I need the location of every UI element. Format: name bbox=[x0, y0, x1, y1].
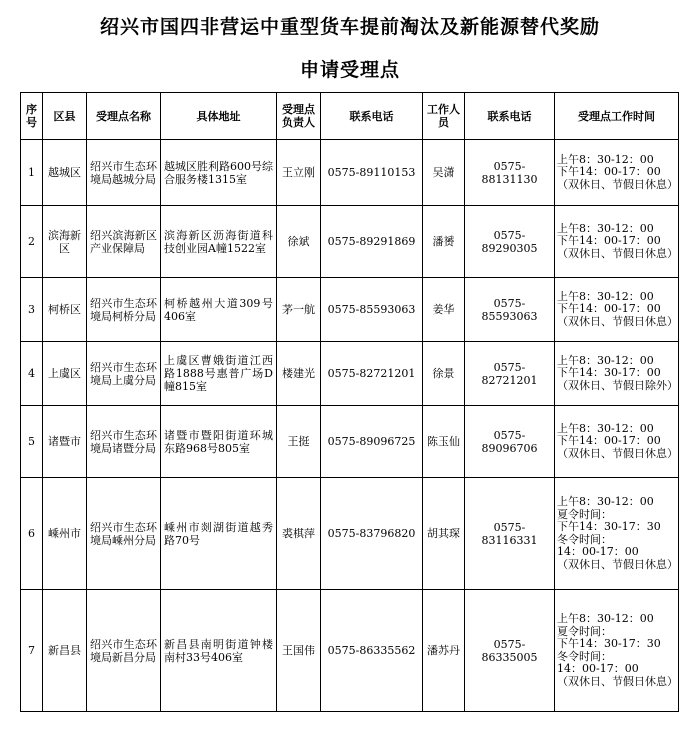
row-staff: 胡其琛 bbox=[423, 478, 465, 590]
row-no: 3 bbox=[21, 278, 43, 342]
header-district: 区县 bbox=[43, 93, 87, 140]
row-staff-phone: 0575-89096706 bbox=[465, 406, 555, 478]
row-office: 绍兴市生态环境局柯桥分局 bbox=[87, 278, 161, 342]
row-no: 1 bbox=[21, 140, 43, 206]
table-header-row bbox=[21, 93, 679, 140]
table-row bbox=[21, 590, 679, 712]
row-phone: 0575-85593063 bbox=[321, 278, 423, 342]
row-hours: 上午8：30-12：00 下午14：30-17：00 （双休日、节假日除外） bbox=[555, 342, 679, 406]
header-staff: 工作人员 bbox=[423, 93, 465, 140]
header-head: 受理点负责人 bbox=[277, 93, 321, 140]
row-office: 绍兴市生态环境局诸暨分局 bbox=[87, 406, 161, 478]
header-hours: 受理点工作时间 bbox=[555, 93, 679, 140]
row-address: 诸暨市暨阳街道环城东路968号805室 bbox=[161, 406, 277, 478]
row-office: 绍兴市生态环境局嵊州分局 bbox=[87, 478, 161, 590]
row-head: 徐斌 bbox=[277, 206, 321, 278]
header-phone: 联系电话 bbox=[321, 93, 423, 140]
table-row bbox=[21, 342, 679, 406]
row-staff-phone: 0575-88131130 bbox=[465, 140, 555, 206]
row-staff-phone: 0575-83116331 bbox=[465, 478, 555, 590]
row-head: 王立刚 bbox=[277, 140, 321, 206]
row-hours: 上午8：30-12：00 下午14：00-17：00 （双休日、节假日休息） bbox=[555, 406, 679, 478]
row-district: 柯桥区 bbox=[43, 278, 87, 342]
row-address: 滨海新区沥海街道科技创业园A幢1522室 bbox=[161, 206, 277, 278]
row-head: 裘棋萍 bbox=[277, 478, 321, 590]
row-phone: 0575-89110153 bbox=[321, 140, 423, 206]
row-district: 新昌县 bbox=[43, 590, 87, 712]
row-phone: 0575-83796820 bbox=[321, 478, 423, 590]
row-office: 绍兴市生态环境局新昌分局 bbox=[87, 590, 161, 712]
row-office: 绍兴滨海新区产业保障局 bbox=[87, 206, 161, 278]
row-phone: 0575-89096725 bbox=[321, 406, 423, 478]
header-staff-phone: 联系电话 bbox=[465, 93, 555, 140]
row-staff: 潘苏丹 bbox=[423, 590, 465, 712]
table-row bbox=[21, 140, 679, 206]
row-address: 上虞区曹娥街道江西路1888号惠普广场D幢815室 bbox=[161, 342, 277, 406]
row-phone: 0575-89291869 bbox=[321, 206, 423, 278]
row-address: 新昌县南明街道钟楼南村33号406室 bbox=[161, 590, 277, 712]
acceptance-points-table bbox=[20, 92, 679, 712]
row-hours: 上午8：30-12：00 夏令时间： 下午14：30-17：30 冬令时间： 14：00-17：00 （双休日、节假日休息） bbox=[555, 590, 679, 712]
row-district: 诸暨市 bbox=[43, 406, 87, 478]
row-no: 5 bbox=[21, 406, 43, 478]
row-staff: 吴潇 bbox=[423, 140, 465, 206]
row-head: 楼建光 bbox=[277, 342, 321, 406]
row-district: 滨海新区 bbox=[43, 206, 87, 278]
row-district: 嵊州市 bbox=[43, 478, 87, 590]
table-row bbox=[21, 406, 679, 478]
row-staff: 徐景 bbox=[423, 342, 465, 406]
row-hours: 上午8：30-12：00 下午14：00-17：00 （双休日、节假日休息） bbox=[555, 278, 679, 342]
row-office: 绍兴市生态环境局上虞分局 bbox=[87, 342, 161, 406]
table-row bbox=[21, 206, 679, 278]
row-address: 柯桥越州大道309号406室 bbox=[161, 278, 277, 342]
header-office: 受理点名称 bbox=[87, 93, 161, 140]
row-head: 茅一航 bbox=[277, 278, 321, 342]
row-office: 绍兴市生态环境局越城分局 bbox=[87, 140, 161, 206]
row-district: 上虞区 bbox=[43, 342, 87, 406]
row-no: 7 bbox=[21, 590, 43, 712]
row-hours: 上午8：30-12：00 下午14：00-17：00 （双休日、节假日休息） bbox=[555, 206, 679, 278]
row-no: 6 bbox=[21, 478, 43, 590]
row-hours: 上午8：30-12：00 下午14：00-17：00 （双休日、节假日休息） bbox=[555, 140, 679, 206]
row-address: 越城区胜利路600号综合服务楼1315室 bbox=[161, 140, 277, 206]
row-staff-phone: 0575-82721201 bbox=[465, 342, 555, 406]
page-title: 绍兴市国四非营运中重型货车提前淘汰及新能源替代奖励 bbox=[99, 16, 600, 38]
row-staff-phone: 0575-85593063 bbox=[465, 278, 555, 342]
row-phone: 0575-86335562 bbox=[321, 590, 423, 712]
row-address: 嵊州市剡湖街道越秀路70号 bbox=[161, 478, 277, 590]
row-no: 4 bbox=[21, 342, 43, 406]
row-staff: 陈玉仙 bbox=[423, 406, 465, 478]
row-staff: 姜华 bbox=[423, 278, 465, 342]
header-no: 序号 bbox=[21, 93, 43, 140]
row-head: 王国伟 bbox=[277, 590, 321, 712]
table-row bbox=[21, 478, 679, 590]
row-staff-phone: 0575-89290305 bbox=[465, 206, 555, 278]
row-staff: 潘赟 bbox=[423, 206, 465, 278]
header-address: 具体地址 bbox=[161, 93, 277, 140]
row-staff-phone: 0575-86335005 bbox=[465, 590, 555, 712]
table-row bbox=[21, 278, 679, 342]
row-hours: 上午8：30-12：00 夏令时间： 下午14：30-17：30 冬令时间： 14：00-17：00 （双休日、节假日休息） bbox=[555, 478, 679, 590]
page-subtitle: 申请受理点 bbox=[299, 59, 400, 81]
row-district: 越城区 bbox=[43, 140, 87, 206]
row-phone: 0575-82721201 bbox=[321, 342, 423, 406]
row-no: 2 bbox=[21, 206, 43, 278]
row-head: 王挺 bbox=[277, 406, 321, 478]
